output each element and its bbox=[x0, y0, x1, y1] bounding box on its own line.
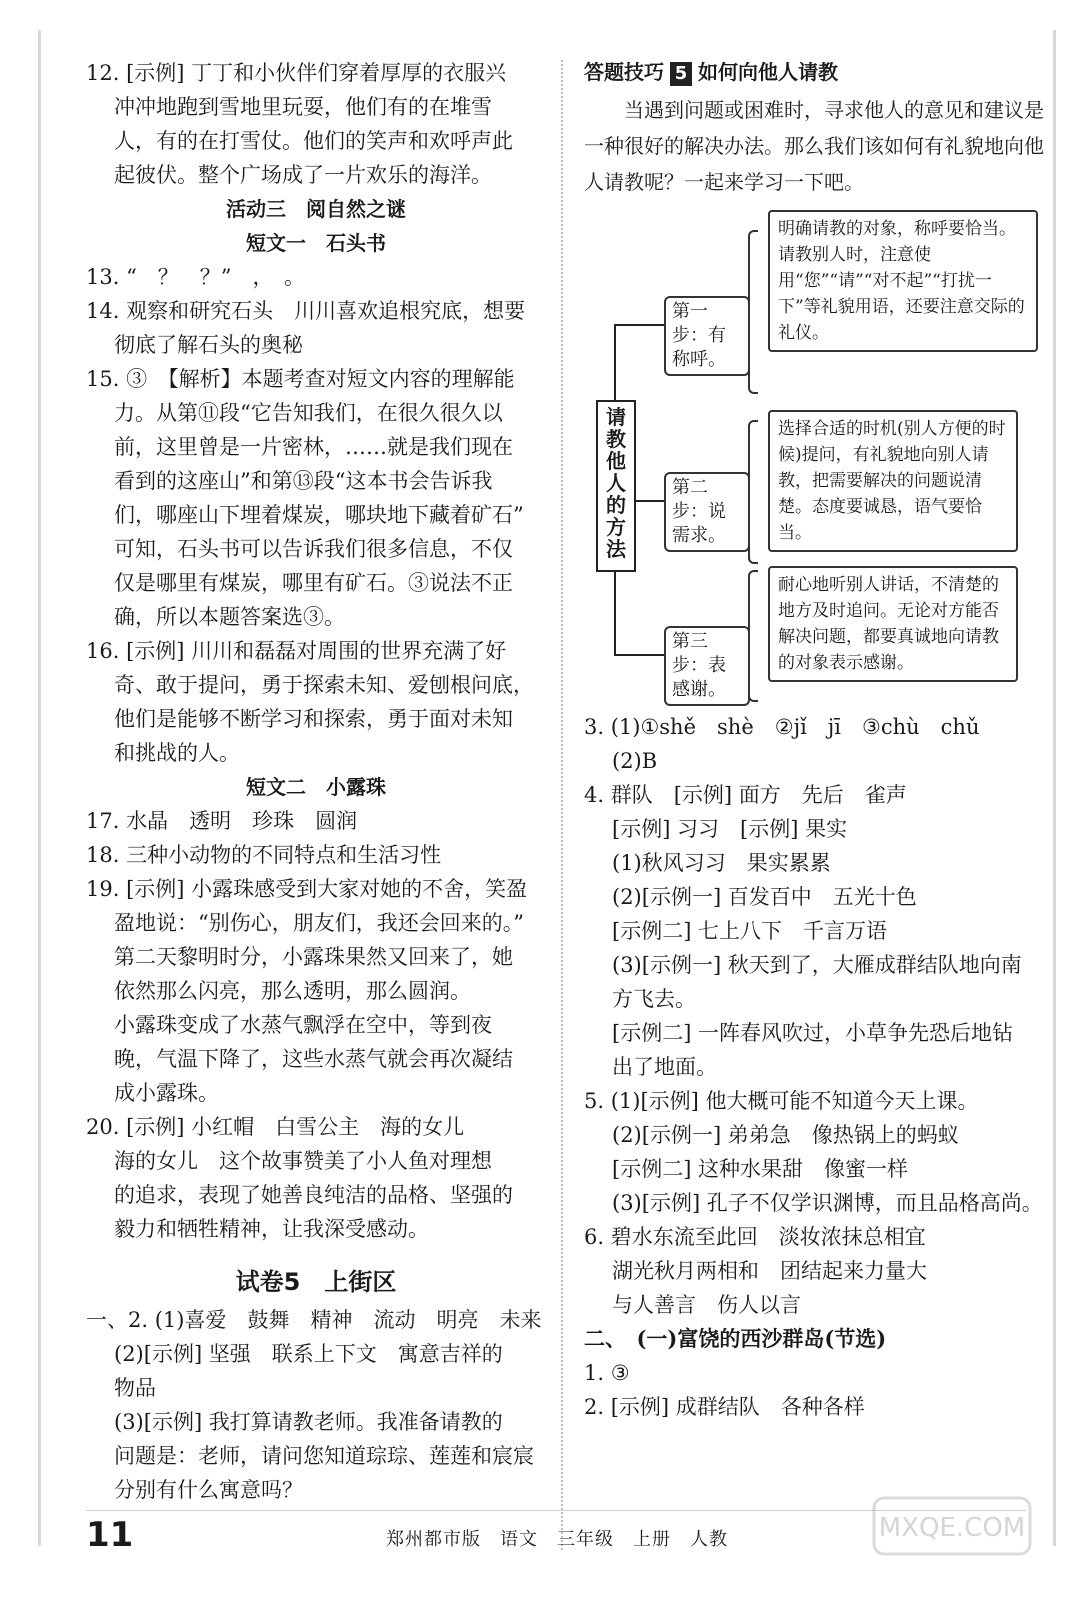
answer-14 bbox=[86, 294, 546, 362]
answer-20 bbox=[86, 1110, 546, 1246]
bracket bbox=[748, 420, 758, 564]
section-heading: 活动三 阅自然之谜 bbox=[226, 197, 406, 221]
watermark-logo bbox=[872, 1496, 1032, 1556]
step-two-description: 选择合适的时机(别人方便的时候)提问，有礼貌地向别人请教，把需要解决的问题说清楚。态度要诚恳，语气要恰当。 bbox=[768, 410, 1018, 552]
text-line: (2)[示例一] 百发百中 五光十色 bbox=[612, 885, 917, 909]
text-line: 们，哪座山下埋着煤炭，哪块地下藏着矿石” bbox=[114, 503, 524, 527]
answer-13: 13. “ ？ ？” ， 。 bbox=[86, 265, 306, 289]
tips-number-badge: 5 bbox=[670, 62, 692, 86]
text-line: 奇、敢于提问，勇于探索未知、爱刨根问底， bbox=[114, 673, 534, 697]
step-two-box: 第二步：说需求。 bbox=[664, 472, 750, 552]
bracket bbox=[748, 570, 758, 702]
text-line: [示例二] 一阵春风吹过，小草争先恐后地钻 bbox=[612, 1021, 1014, 1045]
text-line: 冲冲地跑到雪地里玩耍，他们有的在堆雪 bbox=[114, 95, 492, 119]
step-one-description: 明确请教的对象，称呼要恰当。请教别人时，注意使用“您”“请”“对不起”“打扰一下”等礼貌用语，还要注意交际的礼仪。 bbox=[768, 210, 1038, 352]
text-line: 方飞去。 bbox=[612, 987, 696, 1011]
footer-info: 郑州都市版 语文 三年级 上册 人教 bbox=[386, 1529, 728, 1550]
text-line: 看到的这座山”和第⑬段“这本书会告诉我 bbox=[114, 469, 493, 493]
text-line: 湖光秋月两相和 团结起来力量大 bbox=[612, 1259, 927, 1283]
text-line: 16. [示例] 川川和磊磊对周围的世界充满了好 bbox=[86, 639, 507, 663]
tips-heading bbox=[584, 56, 1044, 86]
answer-17: 17. 水晶 透明 珍珠 圆润 bbox=[86, 809, 358, 833]
text-line: 海的女儿 这个故事赞美了小人鱼对理想 bbox=[114, 1149, 492, 1173]
text-line: 一、2. (1)喜爱 鼓舞 精神 流动 明亮 未来 bbox=[86, 1308, 542, 1332]
text-line: 晚，气温下降了，这些水蒸气就会再次凝结 bbox=[114, 1047, 513, 1071]
text-line: (3)[示例] 我打算请教老师。我准备请教的 bbox=[114, 1410, 503, 1434]
text-line: 4. 群队 [示例] 面方 先后 雀声 bbox=[584, 783, 907, 807]
exam-title: 试卷5 上街区 bbox=[235, 1268, 397, 1296]
text-line: 与人善言 伤人以言 bbox=[612, 1293, 801, 1317]
text-line: 12. [示例] 丁丁和小伙伴们穿着厚厚的衣服兴 bbox=[86, 61, 507, 85]
answer-5 bbox=[584, 1084, 1044, 1220]
answer-16 bbox=[86, 634, 546, 770]
text-line: 力。从第⑪段“它告知我们，在很久很久以 bbox=[114, 401, 503, 425]
answer-19 bbox=[86, 872, 546, 1110]
text-line: 分别有什么寓意吗？ bbox=[114, 1478, 303, 1502]
branch-line bbox=[614, 654, 664, 656]
branch-line bbox=[614, 324, 664, 326]
text-line: 3. (1)①shě shè ②jǐ jī ③chù chǔ bbox=[584, 715, 980, 739]
text-line: 前，这里曾是一片密林，……就是我们现在 bbox=[114, 435, 513, 459]
method-diagram bbox=[584, 210, 1044, 710]
text-line: 15. ③ 【解析】本题考查对短文内容的理解能 bbox=[86, 367, 515, 391]
text-line: (2)B bbox=[612, 749, 658, 773]
answer-4 bbox=[584, 778, 1044, 1084]
step-one-box: 第一步：有称呼。 bbox=[664, 296, 750, 376]
text-line: 毅力和牺牲精神，让我深受感动。 bbox=[114, 1217, 429, 1241]
text-line: 5. (1)[示例] 他大概可能不知道今天上课。 bbox=[584, 1089, 979, 1113]
text-line: (2)[示例一] 弟弟急 像热锅上的蚂蚁 bbox=[612, 1123, 959, 1147]
text-line: 起彼伏。整个广场成了一片欢乐的海洋。 bbox=[114, 163, 492, 187]
answer-b1: 1. ③ bbox=[584, 1361, 630, 1385]
column-divider bbox=[561, 60, 563, 1550]
method-label: 请教他人的方法 bbox=[596, 400, 636, 572]
tips-label: 答题技巧 bbox=[584, 60, 664, 84]
text-line: [示例二] 这种水果甜 像蜜一样 bbox=[612, 1157, 909, 1181]
bracket bbox=[748, 230, 758, 394]
svg-text:MXQE.COM: MXQE.COM bbox=[878, 1513, 1026, 1543]
branch-line bbox=[634, 500, 664, 502]
answer-15 bbox=[86, 362, 546, 634]
answer-3 bbox=[584, 710, 1044, 778]
text-line: [示例] 习习 [示例] 果实 bbox=[612, 817, 848, 841]
text-line: 盈地说：“别伤心，朋友们，我还会回来的。” bbox=[114, 911, 524, 935]
text-line: 可知，石头书可以告诉我们很多信息，不仅 bbox=[114, 537, 513, 561]
text-line: 仅是哪里有煤炭，哪里有矿石。③说法不正 bbox=[114, 571, 513, 595]
text-line: 和挑战的人。 bbox=[114, 741, 240, 765]
text-line: (2)[示例] 坚强 联系上下文 寓意吉祥的 bbox=[114, 1342, 503, 1366]
text-line: 6. 碧水东流至此回 淡妆浓抹总相宜 bbox=[584, 1225, 926, 1249]
text-line: 19. [示例] 小露珠感受到大家对她的不舍，笑盈 bbox=[86, 877, 528, 901]
text-line: 第二天黎明时分，小露珠果然又回来了，她 bbox=[114, 945, 513, 969]
text-line: 人，有的在打雪仗。他们的笑声和欢呼声此 bbox=[114, 129, 513, 153]
section-two-heading: 二、 (一)富饶的西沙群岛(节选) bbox=[584, 1326, 887, 1351]
section-heading: 短文一 石头书 bbox=[246, 231, 386, 255]
answer-6 bbox=[584, 1220, 1044, 1322]
page-number: 11 bbox=[86, 1515, 134, 1555]
text-line: 的追求，表现了她善良纯洁的品格、坚强的 bbox=[114, 1183, 513, 1207]
section-heading: 短文二 小露珠 bbox=[246, 775, 386, 799]
text-line: 问题是：老师，请问您知道琮琮、莲莲和宸宸 bbox=[114, 1444, 534, 1468]
text-line: 彻底了解石头的奥秘 bbox=[114, 333, 303, 357]
text-line: 确，所以本题答案选③。 bbox=[114, 605, 345, 629]
text-line: 依然那么闪亮，那么透明，那么圆润。 bbox=[114, 979, 471, 1003]
text-line: 他们是能够不断学习和探索，勇于面对未知 bbox=[114, 707, 513, 731]
text-line: 14. 观察和研究石头 川川喜欢追根究底，想要 bbox=[86, 299, 526, 323]
text-line: (1)秋风习习 果实累累 bbox=[612, 851, 831, 875]
section-one bbox=[86, 1303, 546, 1507]
answer-b2: 2. [示例] 成群结队 各种各样 bbox=[584, 1395, 865, 1419]
tips-title: 如何向他人请教 bbox=[698, 60, 838, 84]
step-three-box: 第三步：表感谢。 bbox=[664, 626, 750, 706]
text-line: [示例二] 七上八下 千言万语 bbox=[612, 919, 888, 943]
answer-18: 18. 三种小动物的不同特点和生活习性 bbox=[86, 843, 442, 867]
step-three-description: 耐心地听别人讲话，不清楚的地方及时追问。无论对方能否解决问题，都要真诚地向请教的对象表示感谢。 bbox=[768, 566, 1018, 682]
right-column bbox=[584, 56, 1044, 1424]
text-line: 物品 bbox=[114, 1376, 156, 1400]
text-line: 成小露珠。 bbox=[114, 1081, 219, 1105]
text-line: (3)[示例] 孔子不仅学识渊博，而且品格高尚。 bbox=[612, 1191, 1043, 1215]
tips-body: 当遇到问题或困难时，寻求他人的意见和建议是一种很好的解决办法。那么我们该如何有礼貌地向他人请教呢？一起来学习一下吧。 bbox=[584, 98, 1044, 194]
text-line: (3)[示例一] 秋天到了，大雁成群结队地向南 bbox=[612, 953, 1022, 977]
text-line: 出了地面。 bbox=[612, 1055, 717, 1079]
left-column bbox=[86, 56, 546, 1507]
text-line: 20. [示例] 小红帽 白雪公主 海的女儿 bbox=[86, 1115, 465, 1139]
answer-12 bbox=[86, 56, 546, 192]
text-line: 小露珠变成了水蒸气飘浮在空中，等到夜 bbox=[114, 1013, 492, 1037]
